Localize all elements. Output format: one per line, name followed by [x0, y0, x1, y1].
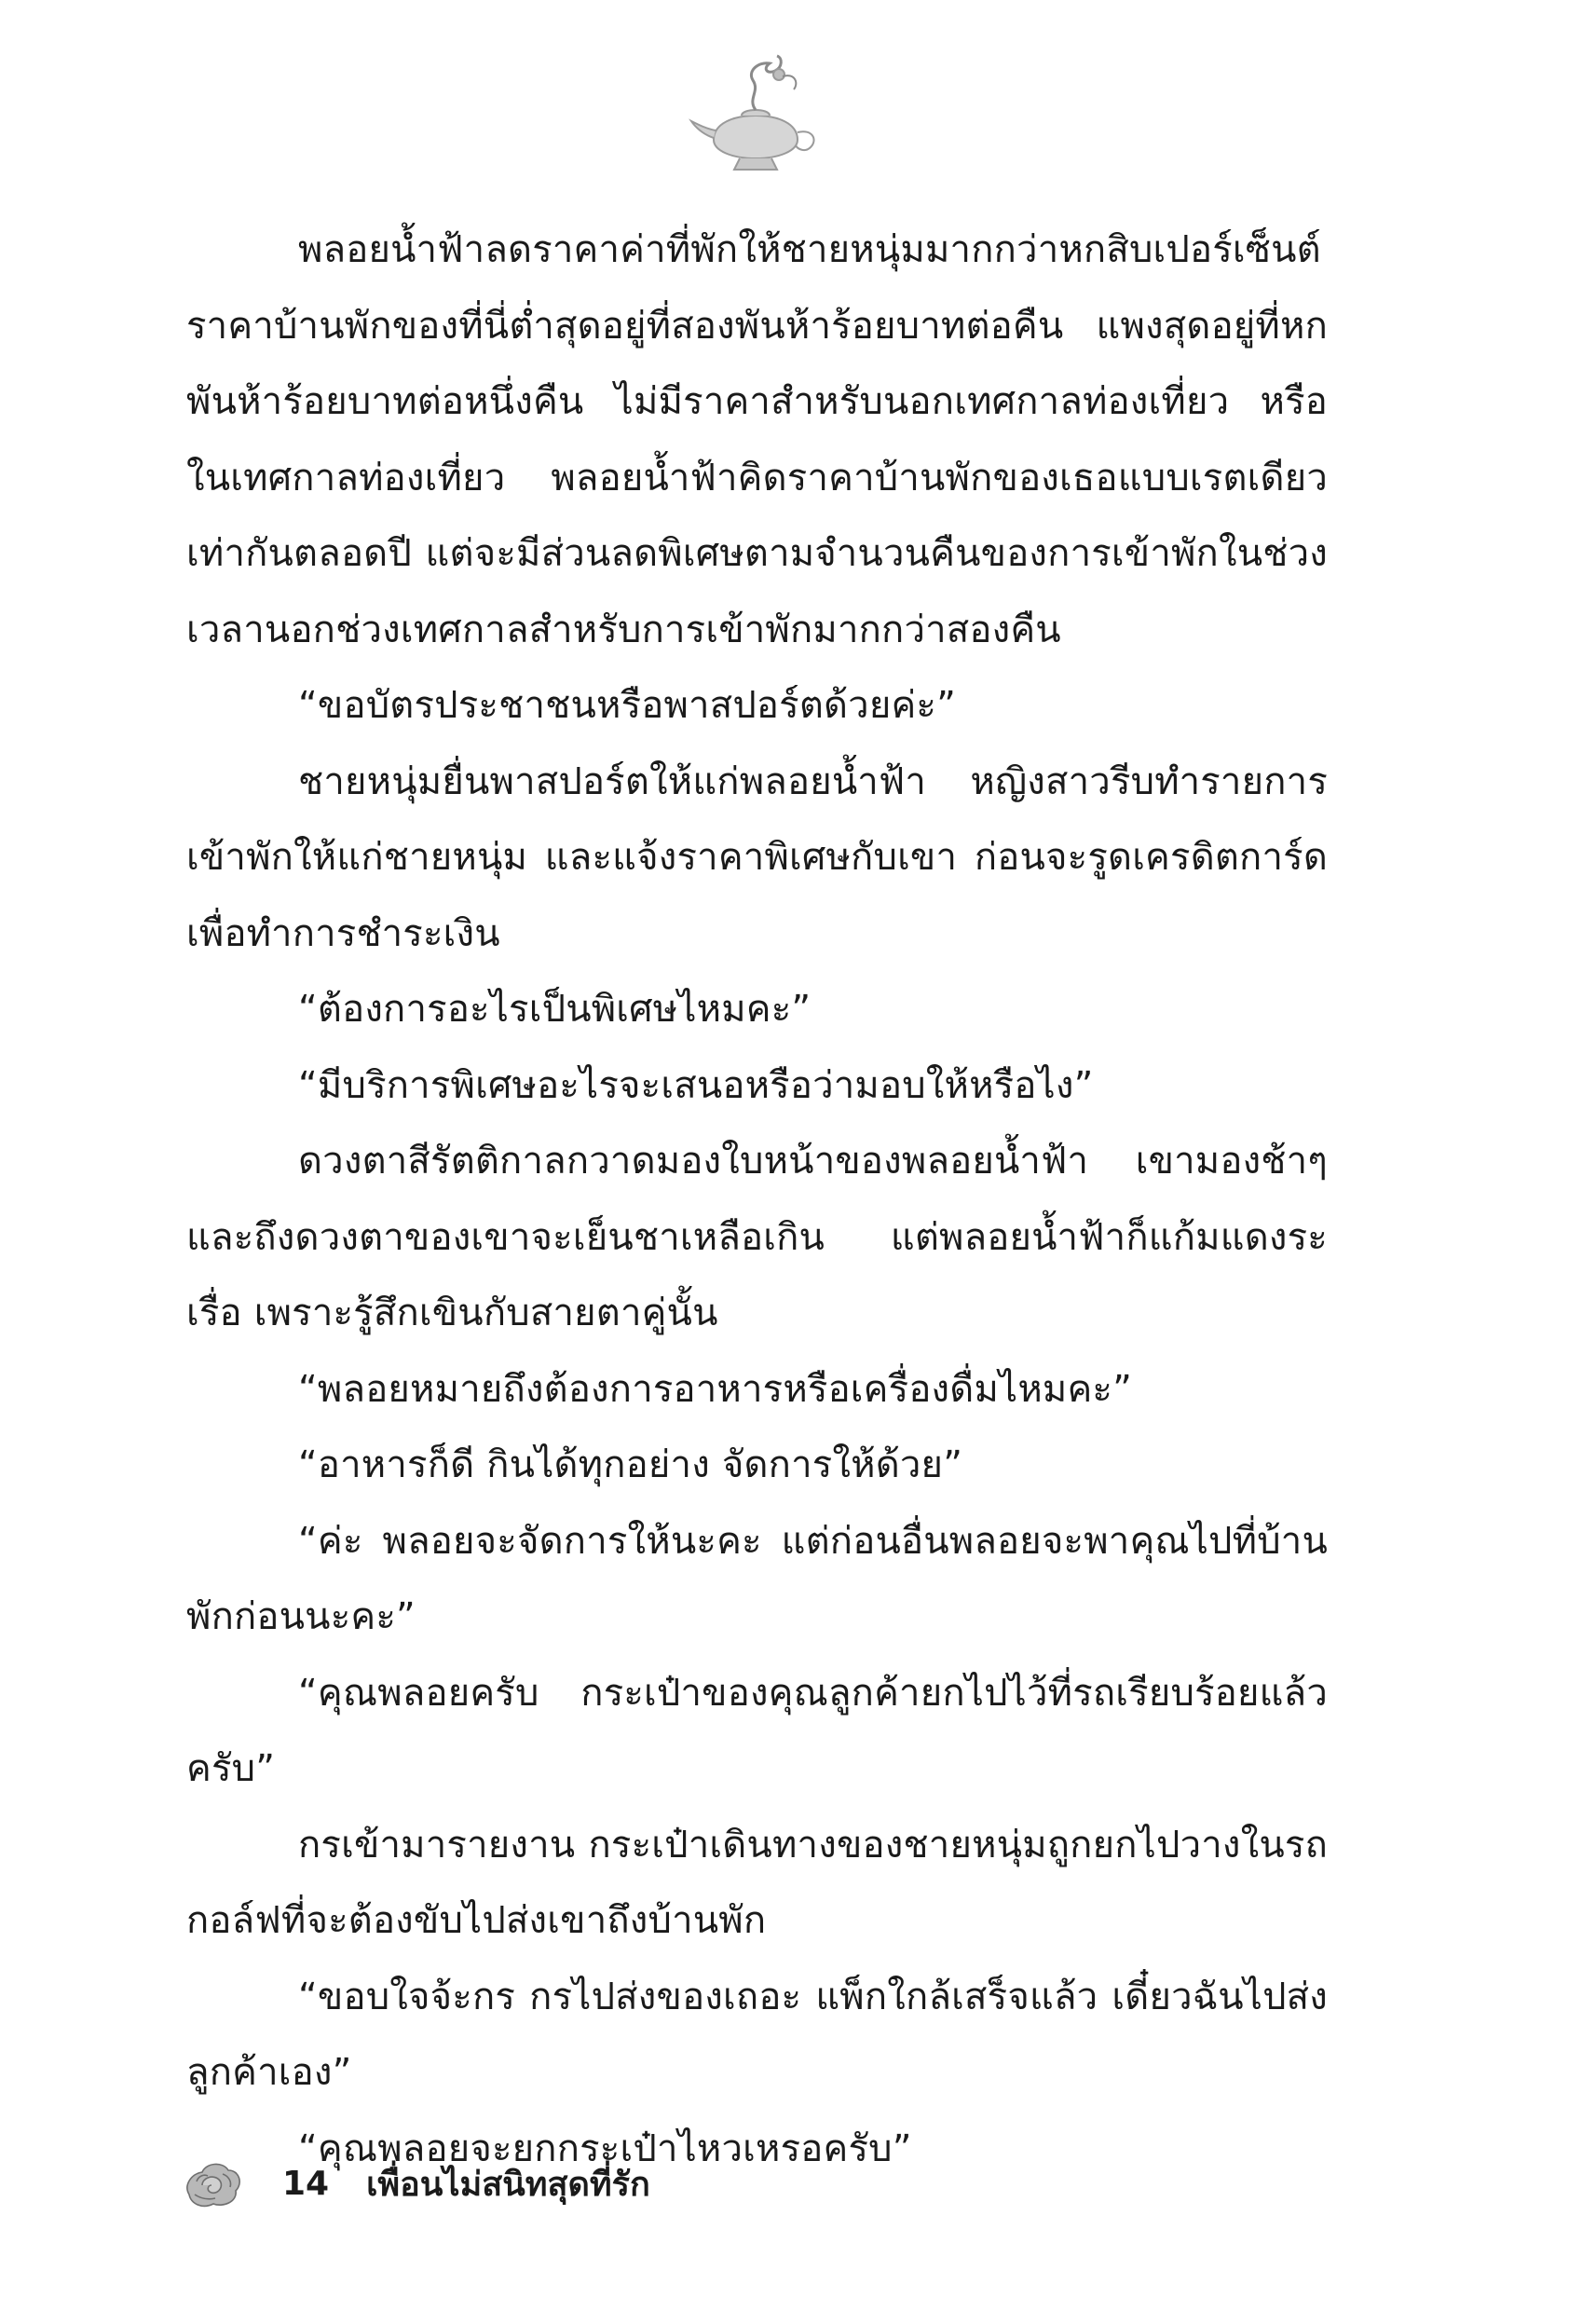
- paragraph: “ขอบใจจ้ะกร กรไปส่งของเถอะ แพ็กใกล้เสร็จแล้ว เดี๋ยวฉันไปส่งลูกค้าเอง”: [186, 1975, 1328, 2094]
- paragraph: “คุณพลอยครับ กระเป๋าของคุณลูกค้ายกไปไว้ที่รถเรียบร้อยแล้วครับ”: [186, 1671, 1328, 1790]
- paragraph: ดวงตาสีรัตติกาลกวาดมองใบหน้าของพลอยน้ำฟ้า เขามองช้าๆ และถึงดวงตาของเขาจะเย็นชาเหลือเกิน แต่พลอยน้ำฟ้าก็แก้มแดงระเรื่อ เพราะรู้สึกเขินกับสายตาคู่นั้น: [186, 1140, 1328, 1334]
- body-text: [186, 212, 1328, 2187]
- paragraph: “ขอบัตรประชาชนหรือพาสปอร์ตด้วยค่ะ”: [298, 684, 957, 727]
- paragraph: “คุณพลอยจะยกกระเป๋าไหวเหรอครับ”: [298, 2126, 912, 2170]
- paragraph: “อาหารก็ดี กินได้ทุกอย่าง จัดการให้ด้วย”: [298, 1443, 963, 1486]
- page-footer: [182, 2151, 650, 2216]
- paragraph: ชายหนุ่มยื่นพาสปอร์ตให้แก่พลอยน้ำฟ้า หญิงสาวรีบทำรายการเข้าพักให้แก่ชายหนุ่ม และแจ้งราคาพิเศษกับเขา ก่อนจะรูดเครดิตการ์ดเพื่อทำการชำระเงิน: [186, 759, 1328, 955]
- paragraph: “ต้องการอะไรเป็นพิเศษไหมคะ”: [298, 988, 812, 1031]
- paragraph: กรเข้ามารายงาน กระเป๋าเดินทางของชายหนุ่มถูกยกไปวางในรถกอล์ฟที่จะต้องขับไปส่งเขาถึงบ้านพัก: [186, 1823, 1328, 1942]
- page-number: 14: [282, 2164, 330, 2203]
- paragraph: พลอยน้ำฟ้าลดราคาค่าที่พักให้ชายหนุ่มมากกว่าหกสิบเปอร์เซ็นต์ ราคาบ้านพักของที่นี่ต่ำสุดอยู่ที่สองพันห้าร้อยบาทต่อคืน แพงสุดอยู่ที่หกพันห้าร้อยบาทต่อหนึ่งคืน ไม่มีราคาสำหรับนอกเทศกาลท่องเที่ยว หรือในเทศกาลท่องเที่ยว พลอยน้ำฟ้าคิดราคาบ้านพักของเธอแบบเรตเดียวเท่ากันตลอดปี แต่จะมีส่วนลดพิเศษตามจำนวนคืนของการเข้าพักในช่วงเวลานอกช่วงเทศกาลสำหรับการเข้าพักมากกว่าสองคืน: [186, 228, 1328, 651]
- paragraph: “มีบริการพิเศษอะไรจะเสนอหรือว่ามอบให้หรือไง”: [298, 1063, 1094, 1107]
- rose-icon: [182, 2157, 245, 2209]
- paragraph: “ค่ะ พลอยจะจัดการให้นะคะ แต่ก่อนอื่นพลอยจะพาคุณไปที่บ้านพักก่อนนะคะ”: [186, 1519, 1328, 1638]
- paragraph: “พลอยหมายถึงต้องการอาหารหรือเครื่องดื่มไหมคะ”: [298, 1367, 1133, 1411]
- book-title: เพื่อนไม่สนิทสุดที่รัก: [366, 2165, 650, 2204]
- genie-lamp-ornament-icon: [686, 54, 825, 177]
